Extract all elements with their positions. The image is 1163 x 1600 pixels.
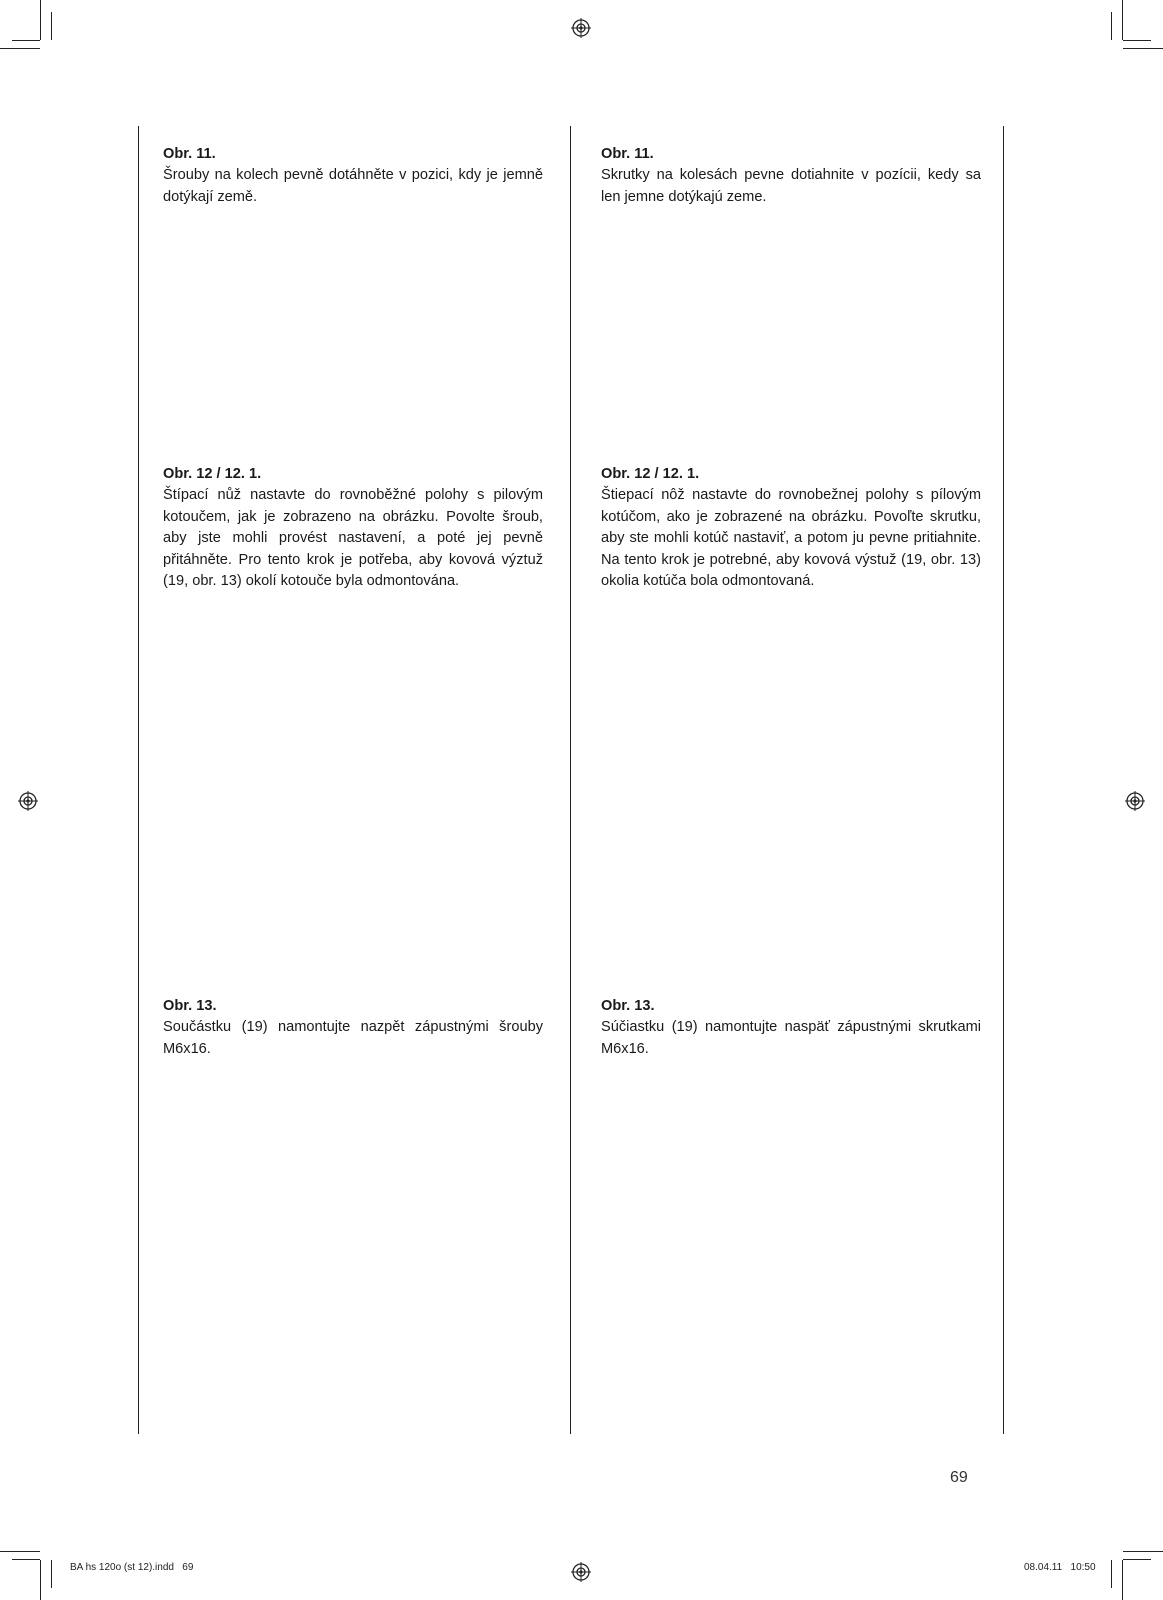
section-body: Šrouby na kolech pevně dotáhněte v pozici, kdy je jemně dotýkají země.: [163, 167, 543, 205]
section-body: Súčiastku (19) namontujte naspäť zápustnými skrutkami M6x16.: [601, 1019, 981, 1057]
section-body: Štiepací nôž nastavte do rovnobežnej polohy s pílovým kotúčom, ako je zobrazené na obrázku. Povoľte skrutku, aby ste mohli kotúč nastaviť, a potom ju pevne pritiahnite. Na tento krok je potrebné, aby kovová výstuž (19, obr. 13) okolia kotúča bola odmontovaná.: [601, 487, 981, 590]
crop-mark: [51, 1560, 52, 1588]
section-heading: Obr. 11.: [163, 146, 216, 162]
registration-mark-icon: [571, 1562, 591, 1582]
section-obr-12: [163, 464, 543, 592]
section-heading: Obr. 12 / 12. 1.: [601, 466, 700, 482]
crop-mark: [1122, 1560, 1123, 1600]
registration-mark-icon: [571, 18, 591, 38]
section-heading: Obr. 13.: [163, 998, 217, 1014]
section-heading: Obr. 12 / 12. 1.: [163, 466, 262, 482]
section-body: Skrutky na kolesách pevne dotiahnite v pozícii, kedy sa len jemne dotýkajú zeme.: [601, 167, 981, 205]
registration-mark-icon: [1125, 791, 1145, 811]
crop-mark: [1123, 48, 1163, 49]
registration-mark-icon: [18, 791, 38, 811]
section-obr-13: [163, 996, 543, 1060]
crop-mark: [1111, 1560, 1112, 1588]
crop-mark: [1123, 1551, 1163, 1552]
slug-date-time: 08.04.11 10:50: [1024, 1562, 1096, 1573]
crop-mark: [51, 12, 52, 40]
section-body: Součástku (19) namontujte nazpět zápustnými šrouby M6x16.: [163, 1019, 543, 1057]
crop-mark: [40, 1560, 41, 1600]
crop-mark: [12, 1559, 40, 1560]
column-rule: [138, 126, 139, 1434]
section-obr-12: [601, 464, 981, 592]
section-heading: Obr. 11.: [601, 146, 654, 162]
crop-mark: [40, 0, 41, 40]
column-rule: [1003, 126, 1004, 1434]
crop-mark: [0, 48, 40, 49]
crop-mark: [0, 1551, 40, 1552]
section-obr-13: [601, 996, 981, 1060]
crop-mark: [1123, 40, 1151, 41]
slug-file-info: BA hs 120o (st 12).indd 69: [70, 1562, 194, 1573]
crop-mark: [1122, 0, 1123, 40]
section-heading: Obr. 13.: [601, 998, 655, 1014]
crop-mark: [1111, 12, 1112, 40]
crop-mark: [12, 40, 40, 41]
column-rule: [570, 126, 571, 1434]
section-obr-11: [163, 144, 543, 208]
section-body: Štípací nůž nastavte do rovnoběžné polohy s pilovým kotoučem, jak je zobrazeno na obrázku. Povolte šroub, aby jste mohli provést nastavení, a poté jej pevně přitáhněte. Pro tento krok je potřeba, aby kovová výztuž (19, obr. 13) okolí kotouče byla odmontována.: [163, 487, 543, 590]
page-number: 69: [950, 1469, 968, 1486]
section-obr-11: [601, 144, 981, 208]
crop-mark: [1123, 1559, 1151, 1560]
